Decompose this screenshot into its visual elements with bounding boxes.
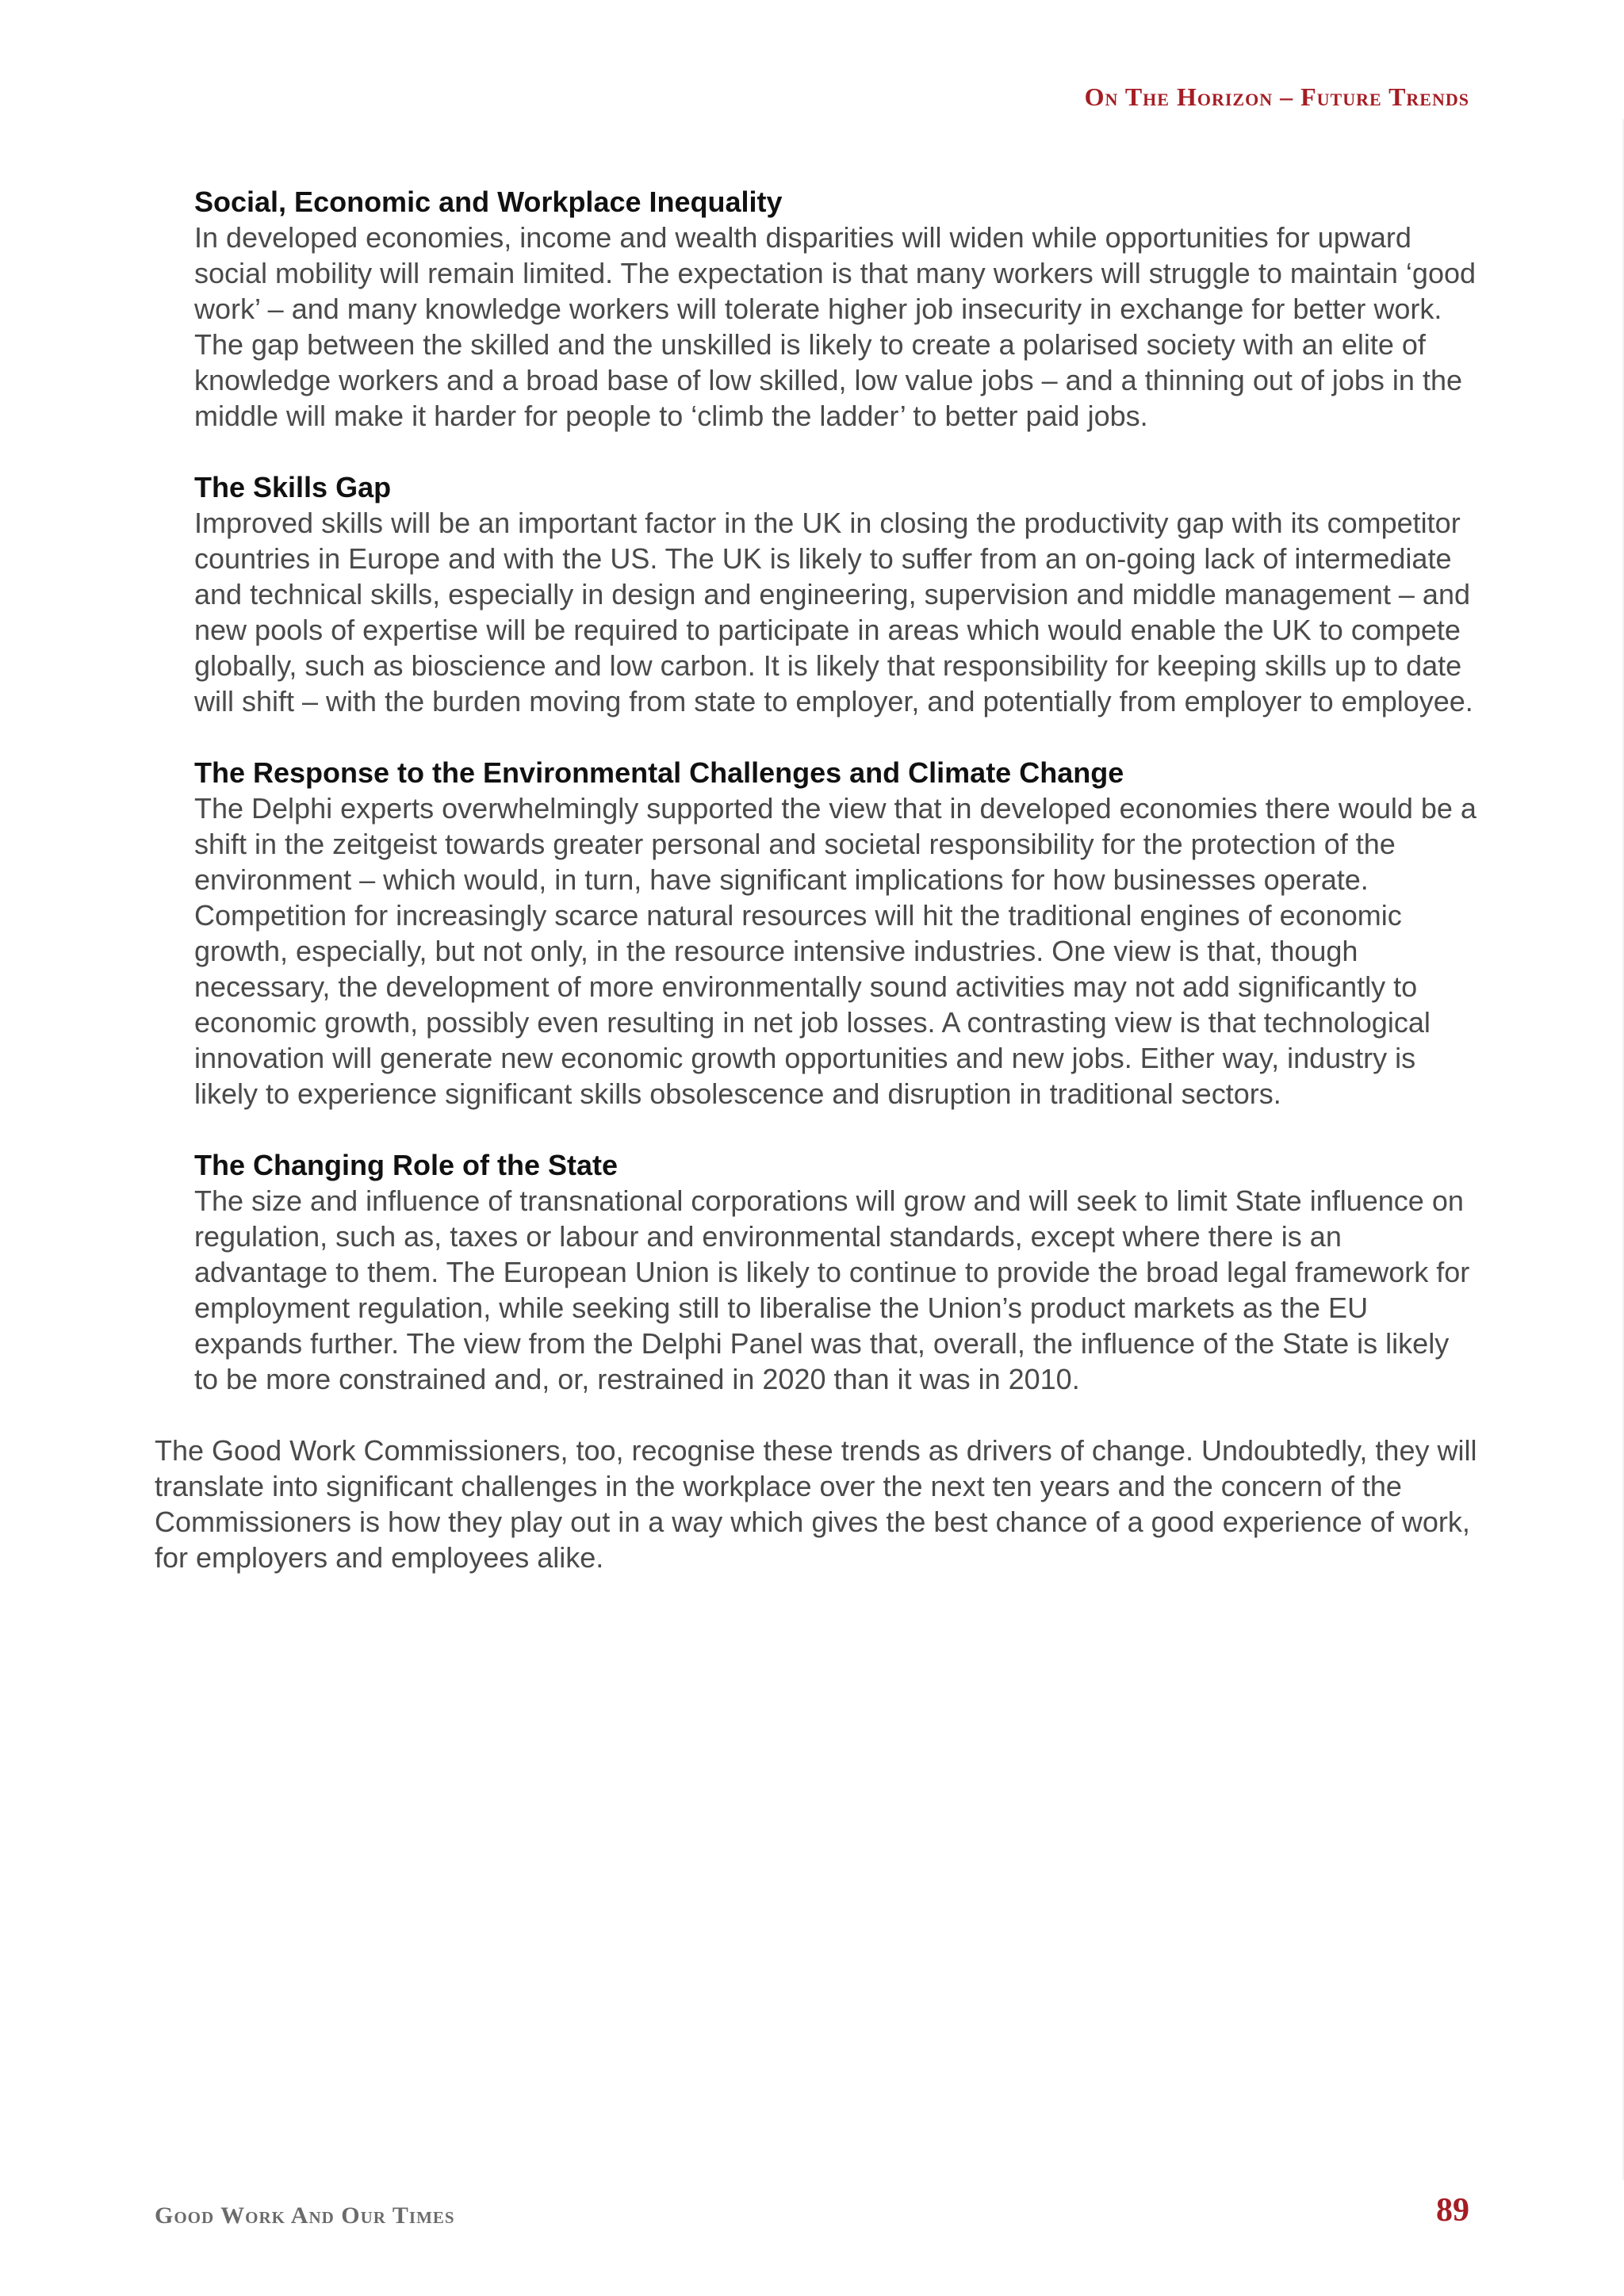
footer-publication-title: Good Work And Our Times <box>155 2202 455 2229</box>
section-heading: The Response to the Environmental Challenges and Climate Change <box>194 756 1124 789</box>
section-body: Improved skills will be an important factor in the UK in closing the productivity gap with its competitor countries in Europe and with the US. The UK is likely to suffer from an on-going lack of intermediate and technical skills, especially in design and engineering, supervision and middle management – and new pools of expertise will be required to participate in areas which would enable the UK to compete globally, such as bioscience and low carbon. It is likely that responsibility for keeping skills up to date will shift – with the burden moving from state to employer, and potentially from employer to employee. <box>194 507 1473 718</box>
running-header: On The Horizon – Future Trends <box>1084 82 1469 111</box>
section-role-of-state <box>194 1147 1479 1397</box>
section-inequality <box>194 184 1479 434</box>
section-skills-gap <box>194 469 1479 719</box>
section-heading: The Changing Role of the State <box>194 1149 619 1181</box>
section-body: The size and influence of transnational corporations will grow and will seek to limit State influence on regulation, such as, taxes or labour and environmental standards, except where there is an advantage to them. The European Union is likely to continue to provide the broad legal framework for employment regulation, while seeking still to liberalise the Union’s product markets as the EU expands further. The view from the Delphi Panel was that, overall, the influence of the State is likely to be more constrained and, or, restrained in 2020 than it was in 2010. <box>194 1184 1470 1395</box>
section-heading: The Skills Gap <box>194 471 392 503</box>
section-body: In developed economies, income and wealth disparities will widen while opportunities for upward social mobility will remain limited. The expectation is that many workers will struggle to maintain ‘good work’ – and many knowledge workers will tolerate higher job insecurity in exchange for better work. The gap between the skilled and the unskilled is likely to create a polarised society with an elite of knowledge workers and a broad base of low skilled, low value jobs – and a thinning out of jobs in the middle will make it harder for people to ‘climb the ladder’ to better paid jobs. <box>194 221 1477 432</box>
closing-paragraph: The Good Work Commissioners, too, recognise these trends as drivers of change. Undoubtedly, they will translate into significant challenges in the workplace over the next ten years and the concern of the Commissioners is how they play out in a way which gives the best chance of a good experience of work, for employers and employees alike. <box>155 1434 1477 1574</box>
page-number: 89 <box>1436 2192 1469 2229</box>
page-content <box>155 184 1479 1575</box>
section-environment <box>194 755 1479 1112</box>
section-heading: Social, Economic and Workplace Inequality <box>194 186 783 218</box>
section-body: The Delphi experts overwhelmingly supported the view that in developed economies there would be a shift in the zeitgeist towards greater personal and societal responsibility for the protection of the environment – which would, in turn, have significant implications for how businesses operate. Competition for increasingly scarce natural resources will hit the traditional engines of economic growth, especially, but not only, in the resource intensive industries. One view is that, though necessary, the development of more environmentally sound activities may not add significantly to economic growth, possibly even resulting in net job losses. A contrasting view is that technological innovation will generate new economic growth opportunities and new jobs. Either way, industry is likely to experience significant skills obsolescence and disruption in traditional sectors. <box>194 792 1477 1110</box>
